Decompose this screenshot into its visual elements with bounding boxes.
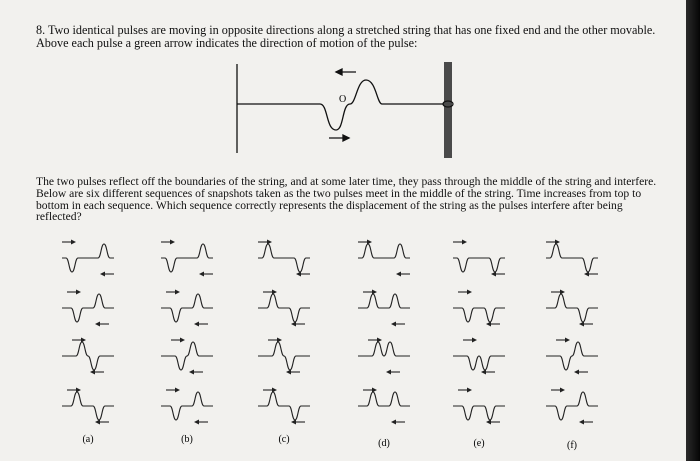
arrow-left-icon — [90, 370, 104, 375]
arrow-right-icon — [363, 388, 377, 393]
string-shape — [453, 258, 505, 272]
option-b-label[interactable]: (b) — [181, 434, 193, 445]
arrow-left-icon — [386, 370, 400, 375]
string-shape — [546, 392, 598, 420]
snapshot — [258, 240, 310, 277]
snapshot — [258, 388, 310, 425]
option-e-sequence[interactable] — [453, 240, 505, 425]
arrow-right-icon — [166, 290, 180, 295]
arrow-right-icon — [551, 290, 565, 295]
arrow-right-icon — [263, 388, 277, 393]
arrow-left-icon — [574, 370, 588, 375]
string-shape — [258, 392, 310, 420]
arrow-left-icon — [100, 272, 114, 277]
option-a-sequence[interactable] — [62, 240, 114, 425]
arrow-left-icon — [286, 370, 300, 375]
question-number: 8. — [36, 23, 46, 37]
arrow-right-icon — [171, 338, 185, 343]
snapshot — [453, 240, 505, 277]
option-f-sequence[interactable] — [546, 240, 598, 425]
arrow-right-icon — [363, 290, 377, 295]
arrow-left-icon — [291, 420, 305, 425]
snapshot — [161, 240, 213, 277]
option-c-sequence[interactable] — [258, 240, 310, 425]
string-shape — [358, 392, 410, 406]
arrow-left-icon — [391, 420, 405, 425]
string-shape — [546, 342, 598, 370]
snapshot — [358, 240, 410, 277]
snapshot — [546, 240, 598, 277]
snapshot — [453, 388, 505, 425]
arrow-left-icon — [291, 322, 305, 327]
option-f-label[interactable]: (f) — [567, 440, 577, 451]
arrow-right-icon — [358, 240, 372, 245]
snapshot — [62, 290, 114, 327]
arrow-left-icon — [95, 322, 109, 327]
string-shape — [358, 244, 410, 258]
arrow-right-icon — [62, 240, 76, 245]
snapshot — [453, 290, 505, 327]
snapshot — [161, 338, 213, 375]
string-shape — [546, 244, 598, 272]
option-d-sequence[interactable] — [358, 240, 410, 425]
arrow-right-icon — [67, 388, 81, 393]
snapshot — [546, 338, 598, 375]
arrow-left-icon — [486, 322, 500, 327]
snapshot — [358, 388, 410, 425]
arrow-left-icon — [391, 322, 405, 327]
string-shape — [62, 392, 114, 420]
snapshot — [358, 338, 410, 375]
arrow-right-icon — [453, 240, 467, 245]
option-b-sequence[interactable] — [161, 240, 213, 425]
arrow-left-icon — [296, 272, 310, 277]
arrow-right-icon — [463, 338, 477, 343]
snapshot — [62, 338, 114, 375]
arrow-left-icon — [491, 272, 505, 277]
option-c-label[interactable]: (c) — [278, 434, 290, 445]
option-e-label[interactable]: (e) — [473, 438, 485, 449]
string-shape — [358, 294, 410, 308]
arrow-left-icon — [194, 322, 208, 327]
arrow-left-icon — [486, 420, 500, 425]
option-a-label[interactable]: (a) — [82, 434, 94, 445]
string-shape — [453, 308, 505, 322]
point-o-label: O — [339, 94, 347, 105]
arrow-right-icon — [258, 240, 272, 245]
string-shape — [161, 244, 213, 272]
string-shape — [161, 342, 213, 370]
arrow-right-icon — [368, 338, 382, 343]
arrow-left-icon — [189, 370, 203, 375]
string-shape — [258, 294, 310, 322]
arrow-right-icon — [67, 290, 81, 295]
string-shape — [258, 342, 310, 370]
option-d-label[interactable]: (d) — [378, 438, 390, 449]
arrow-right-icon — [72, 338, 86, 343]
snapshot — [358, 290, 410, 327]
arrow-right-icon — [263, 290, 277, 295]
arrow-right-icon — [556, 338, 570, 343]
arrow-left-icon — [481, 370, 495, 375]
string-shape — [453, 356, 505, 370]
arrow-right-icon — [546, 240, 560, 245]
string-shape — [258, 244, 310, 272]
arrow-left-icon — [194, 420, 208, 425]
snapshot — [258, 338, 310, 375]
arrow-right-icon — [458, 388, 472, 393]
arrow-left-icon — [199, 272, 213, 277]
snapshot — [546, 290, 598, 327]
arrow-left-icon — [584, 272, 598, 277]
question-intro-text: Two identical pulses are moving in opposite directions along a stretched string that has one fixed end and the other movable. Above each pulse a green arrow indicates the direction of motion of the pulse: — [36, 23, 656, 50]
option-labels — [82, 434, 577, 451]
arrow-right-icon — [166, 388, 180, 393]
string-shape — [161, 294, 213, 322]
snapshot — [546, 388, 598, 425]
arrow-left-icon — [95, 420, 109, 425]
arrow-right-icon — [268, 338, 282, 343]
snapshot — [62, 388, 114, 425]
string-shape — [62, 294, 114, 322]
snapshot — [453, 338, 505, 375]
arrow-right-icon — [161, 240, 175, 245]
string-shape — [453, 406, 505, 420]
arrow-left-icon — [579, 420, 593, 425]
arrow-left-icon — [579, 322, 593, 327]
arrow-right-icon — [551, 388, 565, 393]
string-shape — [358, 342, 410, 356]
snapshot — [161, 388, 213, 425]
question-body: The two pulses reflect off the boundaries of the string, and at some later time, they pass through the middle of the string and interfere. Below are six different sequences of snapshots taken as the two pulses meet in the middle of the string. Time increases from top to bottom in each sequence. Which sequence correctly represents the displacement of the string as the pulses interfere after being reflected? — [36, 175, 657, 224]
snapshot — [161, 290, 213, 327]
string-shape — [62, 342, 114, 370]
snapshot — [258, 290, 310, 327]
string-shape — [62, 244, 114, 272]
string-shape — [161, 392, 213, 420]
string-shape — [546, 294, 598, 322]
arrow-left-icon — [396, 272, 410, 277]
snapshot — [62, 240, 114, 277]
arrow-right-icon — [458, 290, 472, 295]
